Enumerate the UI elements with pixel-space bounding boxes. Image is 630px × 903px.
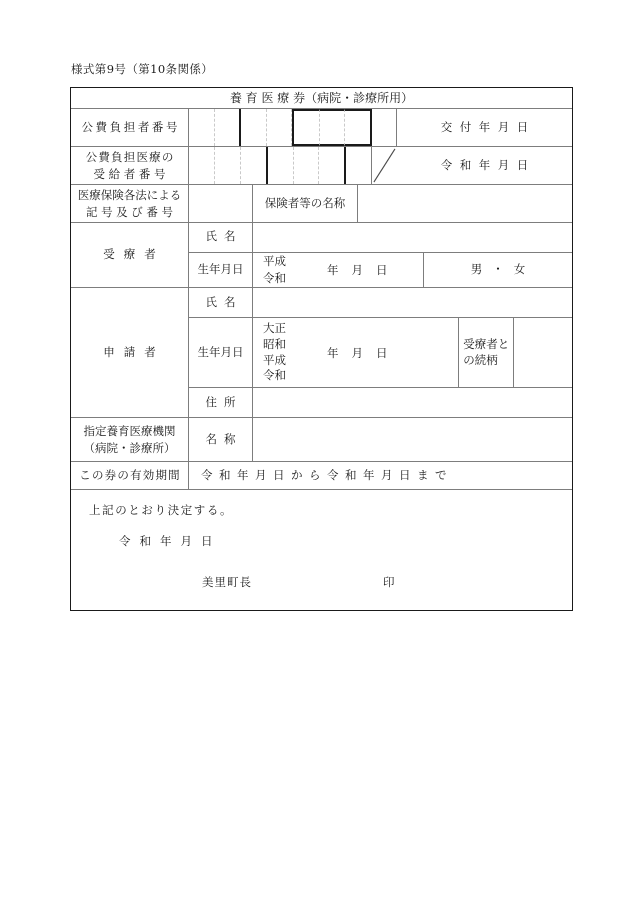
page-title: 養 育 医 療 券（病院・診療所用） [229,90,414,105]
recipient-number-cell[interactable] [294,147,320,184]
institution-label [71,418,189,461]
validity-row [71,462,572,490]
recipient-date-label: 令和年月日 [440,157,536,172]
validity-value[interactable]: 令和年月日から令和年月日まで [201,467,453,482]
recipient-number-cell[interactable] [241,147,268,184]
applicant-name-subrow [189,288,572,318]
patient-era-option[interactable]: 令和 [263,270,286,285]
patient-sex-label[interactable]: 男・女 [470,261,536,276]
applicant-name-value[interactable] [253,288,572,317]
institution-label-line1: 指定養育医療機関 [83,423,176,438]
payer-number-cell[interactable] [320,109,346,146]
institution-row [71,418,572,462]
payer-number-cell[interactable] [215,109,242,146]
insurer-name-value[interactable] [358,185,572,222]
insurance-symbol-label-line2: 記号及び番号 [85,204,177,219]
validity-label: この券の有効期間 [71,462,189,489]
issue-date-label: 交付年月日 [440,119,536,134]
decision-date[interactable]: 令和年月日 [119,534,222,548]
payer-number-label: 公費負担者番号 [71,109,189,146]
decision-row [71,490,572,611]
patient-birth-ymd-label[interactable]: 年月日 [313,253,424,288]
payer-number-cell[interactable] [372,109,398,146]
payer-number-cell[interactable] [345,109,372,146]
payer-number-cell[interactable] [267,109,293,146]
insurance-symbol-label-line1: 医療保険各法による [77,187,182,202]
recipient-number-row [71,147,572,185]
institution-label-line2: （病院・診療所） [83,440,176,455]
table-title-row [71,88,572,109]
applicant-relation-label: 受療者との続柄 [459,318,514,387]
insurance-row [71,185,572,223]
applicant-address-label: 住所 [189,388,253,417]
patient-section-label: 受療者 [71,223,189,287]
patient-birth-subrow [189,253,572,288]
applicant-address-value[interactable] [253,388,572,417]
recipient-number-label [71,147,189,184]
decision-statement: 上記のとおり決定する。 [89,503,234,517]
seal-mark: 印 [383,575,395,589]
recipient-number-cell[interactable] [215,147,241,184]
applicant-era-option[interactable]: 昭和 [263,336,286,351]
institution-name-value[interactable] [253,418,572,461]
patient-era-option[interactable]: 平成 [263,253,286,268]
form-number-label: 様式第9号（第10条関係） [71,62,214,76]
patient-name-value[interactable] [253,223,572,252]
recipient-number-cell[interactable] [268,147,294,184]
recipient-number-cell[interactable] [346,147,372,184]
patient-row [71,223,572,288]
recipient-number-cell[interactable] [319,147,346,184]
signer-title: 美里町長 [202,575,252,589]
applicant-birth-subrow [189,318,572,388]
applicant-era-options[interactable] [253,318,313,387]
applicant-section-label: 申請者 [71,288,189,417]
patient-fields [189,223,572,287]
applicant-name-label: 氏名 [189,288,253,317]
insurer-name-label: 保険者等の名称 [253,185,358,222]
voucher-table [70,87,573,611]
recipient-number-grid[interactable] [189,147,397,184]
applicant-row [71,288,572,418]
patient-name-subrow [189,223,572,253]
recipient-number-check-digit-cell[interactable] [372,147,397,184]
applicant-relation-value[interactable] [514,318,572,387]
insurance-symbol-value[interactable] [189,185,253,222]
applicant-era-option[interactable]: 大正 [263,321,286,336]
applicant-fields [189,288,572,417]
patient-era-options[interactable] [253,253,313,288]
applicant-address-subrow [189,388,572,417]
recipient-number-label-line1: 公費負担医療の [85,149,175,164]
applicant-era-option[interactable]: 令和 [263,368,286,383]
recipient-number-label-line2: 受給者番号 [93,166,170,181]
applicant-birth-ymd-label[interactable]: 年月日 [313,318,459,387]
recipient-number-cell[interactable] [189,147,215,184]
insurance-symbol-label [71,185,189,222]
payer-number-grid[interactable] [189,109,397,146]
applicant-birth-label: 生年月日 [189,318,253,387]
patient-name-label: 氏名 [189,223,253,252]
payer-number-cell[interactable] [241,109,267,146]
diagonal-slash-icon [372,147,397,184]
applicant-era-option[interactable]: 平成 [263,352,286,367]
payer-number-cell[interactable] [189,109,215,146]
payer-number-cell[interactable] [292,109,320,146]
patient-birth-label: 生年月日 [189,253,253,288]
institution-name-label: 名称 [189,418,253,461]
payer-number-row [71,109,572,147]
